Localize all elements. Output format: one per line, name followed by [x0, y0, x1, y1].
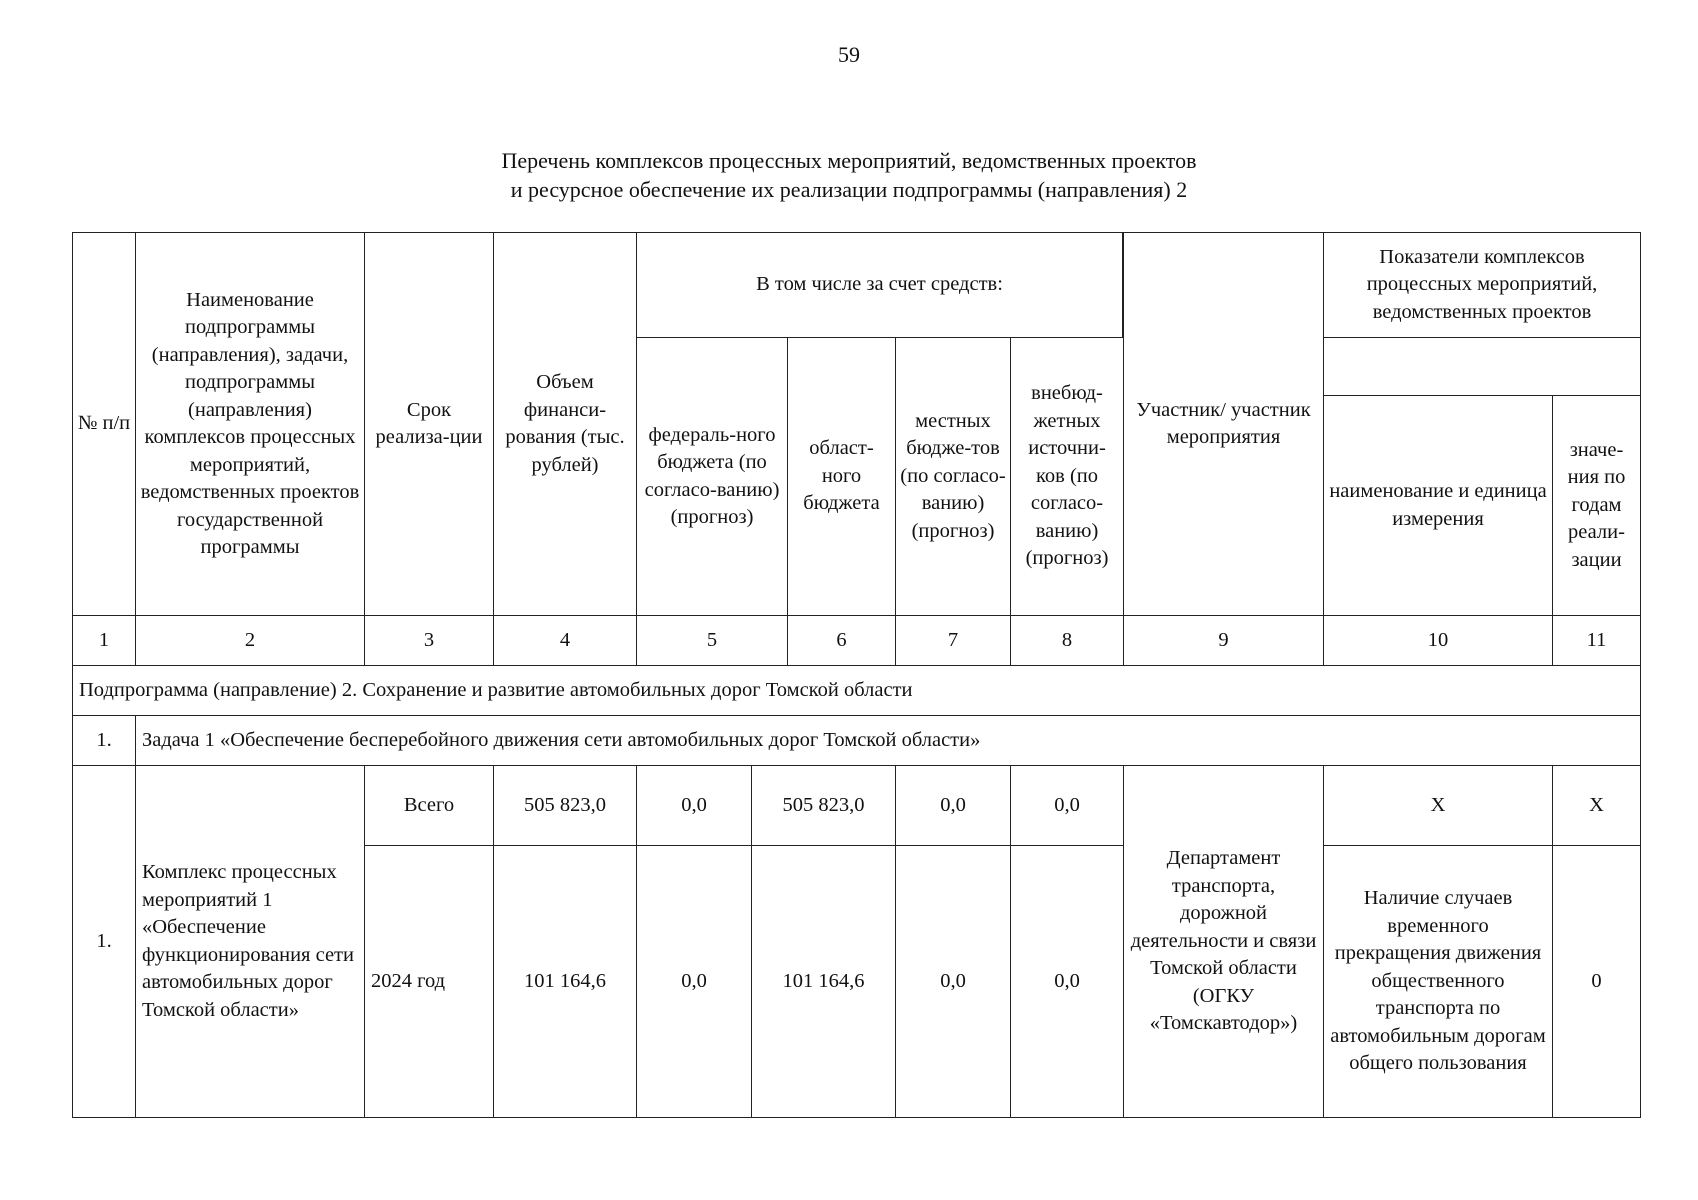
page-number: 59 — [838, 42, 860, 67]
subprogram-row: Подпрограмма (направление) 2. Сохранение и развитие автомобильных дорог Томской области — [72, 665, 1641, 716]
complex-name: Комплекс процессных мероприятий 1 «Обеспечение функционирования сети автомобильных дорог Томской области» — [135, 765, 365, 1118]
total-indicator-name: Х — [1323, 765, 1553, 846]
header-federal: федераль-ного бюджета (по согласо-ванию) (прогноз) — [636, 337, 788, 616]
column-number-4: 4 — [493, 615, 637, 666]
complex-num: 1. — [72, 765, 136, 1118]
header-funds-group: В том числе за счет средств: — [636, 232, 1123, 338]
header-extra: внебюд-жетных источни-ков (по согласо-ванию) (прогноз) — [1010, 337, 1124, 616]
total-term: Всего — [364, 765, 494, 846]
year-indicator-name: Наличие случаев временного прекращения движения общественного транспорта по автомобильным дорогам общего пользования — [1323, 845, 1553, 1118]
header-term: Срок реализа-ции — [364, 232, 494, 616]
year-local: 0,0 — [895, 845, 1011, 1118]
title-line-1: Перечень комплексов процессных мероприятий, ведомственных проектов — [501, 148, 1197, 173]
task-row: Задача 1 «Обеспечение бесперебойного движения сети автомобильных дорог Томской области» — [135, 715, 1641, 766]
year-federal: 0,0 — [636, 845, 752, 1118]
column-number-6: 6 — [787, 615, 896, 666]
column-number-10: 10 — [1323, 615, 1553, 666]
header-volume: Объем финанси-рования (тыс. рублей) — [493, 232, 637, 616]
header-name: Наименование подпрограммы (направления), задачи, подпрограммы (направления) комплексов процессных мероприятий, ведомственных проектов государственной программы — [135, 232, 365, 616]
column-number-2: 2 — [135, 615, 365, 666]
complex-participant: Департамент транспорта, дорожной деятельности и связи Томской области (ОГКУ «Томскавтодор») — [1123, 765, 1324, 1118]
column-number-9: 9 — [1123, 615, 1324, 666]
year-regional: 101 164,6 — [751, 845, 896, 1118]
header-indicators-group: Показатели комплексов процессных мероприятий, ведомственных проектов — [1323, 232, 1641, 338]
header-indicators-spacer — [1323, 337, 1641, 396]
document-title — [0, 146, 1698, 204]
column-number-1: 1 — [72, 615, 136, 666]
task-num: 1. — [72, 715, 136, 766]
funding-table — [72, 232, 1641, 1118]
year-extra: 0,0 — [1010, 845, 1124, 1118]
column-number-7: 7 — [895, 615, 1011, 666]
title-line-2: и ресурсное обеспечение их реализации подпрограммы (направления) 2 — [510, 177, 1188, 202]
column-number-3: 3 — [364, 615, 494, 666]
header-participant: Участник/ участник мероприятия — [1123, 232, 1324, 616]
column-number-11: 11 — [1552, 615, 1641, 666]
header-regional: област-ного бюджета — [787, 337, 896, 616]
column-number-5: 5 — [636, 615, 788, 666]
header-num: № п/п — [72, 232, 136, 616]
total-regional: 505 823,0 — [751, 765, 896, 846]
total-local: 0,0 — [895, 765, 1011, 846]
year-term: 2024 год — [364, 845, 494, 1118]
year-volume: 101 164,6 — [493, 845, 637, 1118]
total-extra: 0,0 — [1010, 765, 1124, 846]
header-indicator-values: значе-ния по годам реали-зации — [1552, 395, 1641, 616]
header-local: местных бюдже-тов (по согласо-ванию) (прогноз) — [895, 337, 1011, 616]
header-indicator-name: наименование и единица измерения — [1323, 395, 1553, 616]
total-federal: 0,0 — [636, 765, 752, 846]
total-volume: 505 823,0 — [493, 765, 637, 846]
year-indicator-value: 0 — [1552, 845, 1641, 1118]
total-indicator-value: Х — [1552, 765, 1641, 846]
column-number-8: 8 — [1010, 615, 1124, 666]
